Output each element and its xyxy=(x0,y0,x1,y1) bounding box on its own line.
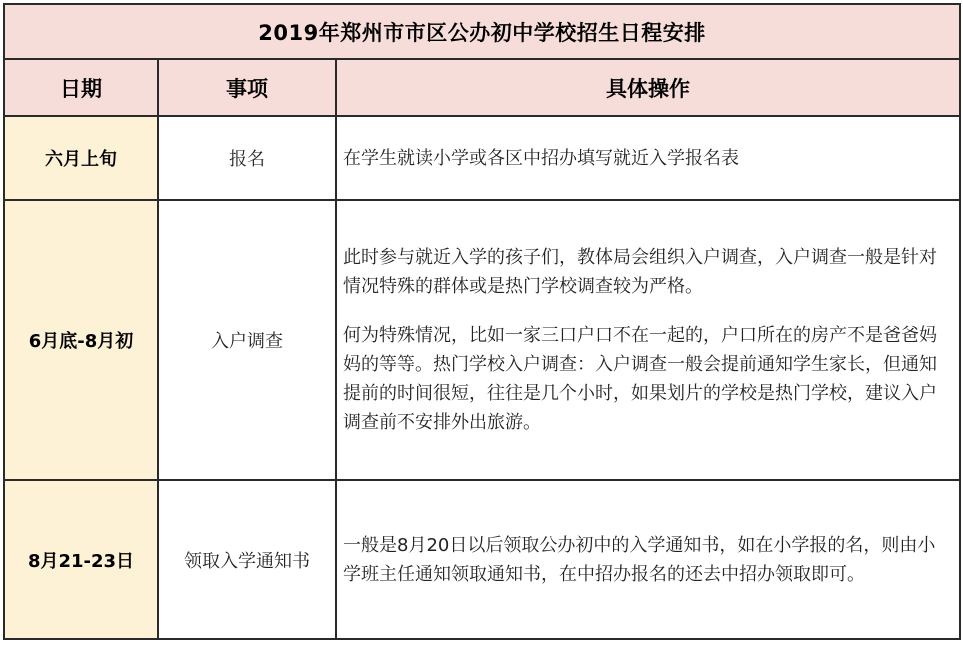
title-row xyxy=(4,4,960,59)
operation-cell xyxy=(336,200,960,480)
date-cell: 6月底-8月初 xyxy=(4,200,158,480)
operation-paragraph: 此时参与就近入学的孩子们，教体局会组织入户调查，入户调查一般是针对情况特殊的群体或是热门学校调查较为严格。 xyxy=(343,247,937,297)
operation-paragraph: 一般是8月20日以后领取公办初中的入学通知书，如在小学报的名，则由小学班主任通知领取通知书，在中招办报名的还去中招办领取即可。 xyxy=(343,534,936,585)
item-cell: 报名 xyxy=(158,116,336,200)
item-cell: 领取入学通知书 xyxy=(158,480,336,639)
operation-paragraph: 何为特殊情况，比如一家三口户口不在一起的，户口所在的房产不是爸爸妈妈的等等。热门学校入户调查：入户调查一般会提前通知学生家长，但通知提前的时间很短，往往是几个小时，如果划片的学校是热门学校，建议入户调查前不安排外出旅游。 xyxy=(343,325,937,433)
item-cell: 入户调查 xyxy=(158,200,336,480)
operation-cell xyxy=(336,116,960,200)
table-row xyxy=(4,116,960,200)
header-date: 日期 xyxy=(4,59,158,116)
date-cell: 六月上旬 xyxy=(4,116,158,200)
table-row xyxy=(4,480,960,639)
header-operation: 具体操作 xyxy=(336,59,960,116)
header-row xyxy=(4,59,960,116)
date-cell: 8月21-23日 xyxy=(4,480,158,639)
schedule-table xyxy=(3,3,961,640)
table-row xyxy=(4,200,960,480)
operation-cell xyxy=(336,480,960,639)
header-item: 事项 xyxy=(158,59,336,116)
operation-paragraph: 在学生就读小学或各区中招办填写就近入学报名表 xyxy=(343,147,739,169)
table-title: 2019年郑州市市区公办初中学校招生日程安排 xyxy=(4,4,960,59)
